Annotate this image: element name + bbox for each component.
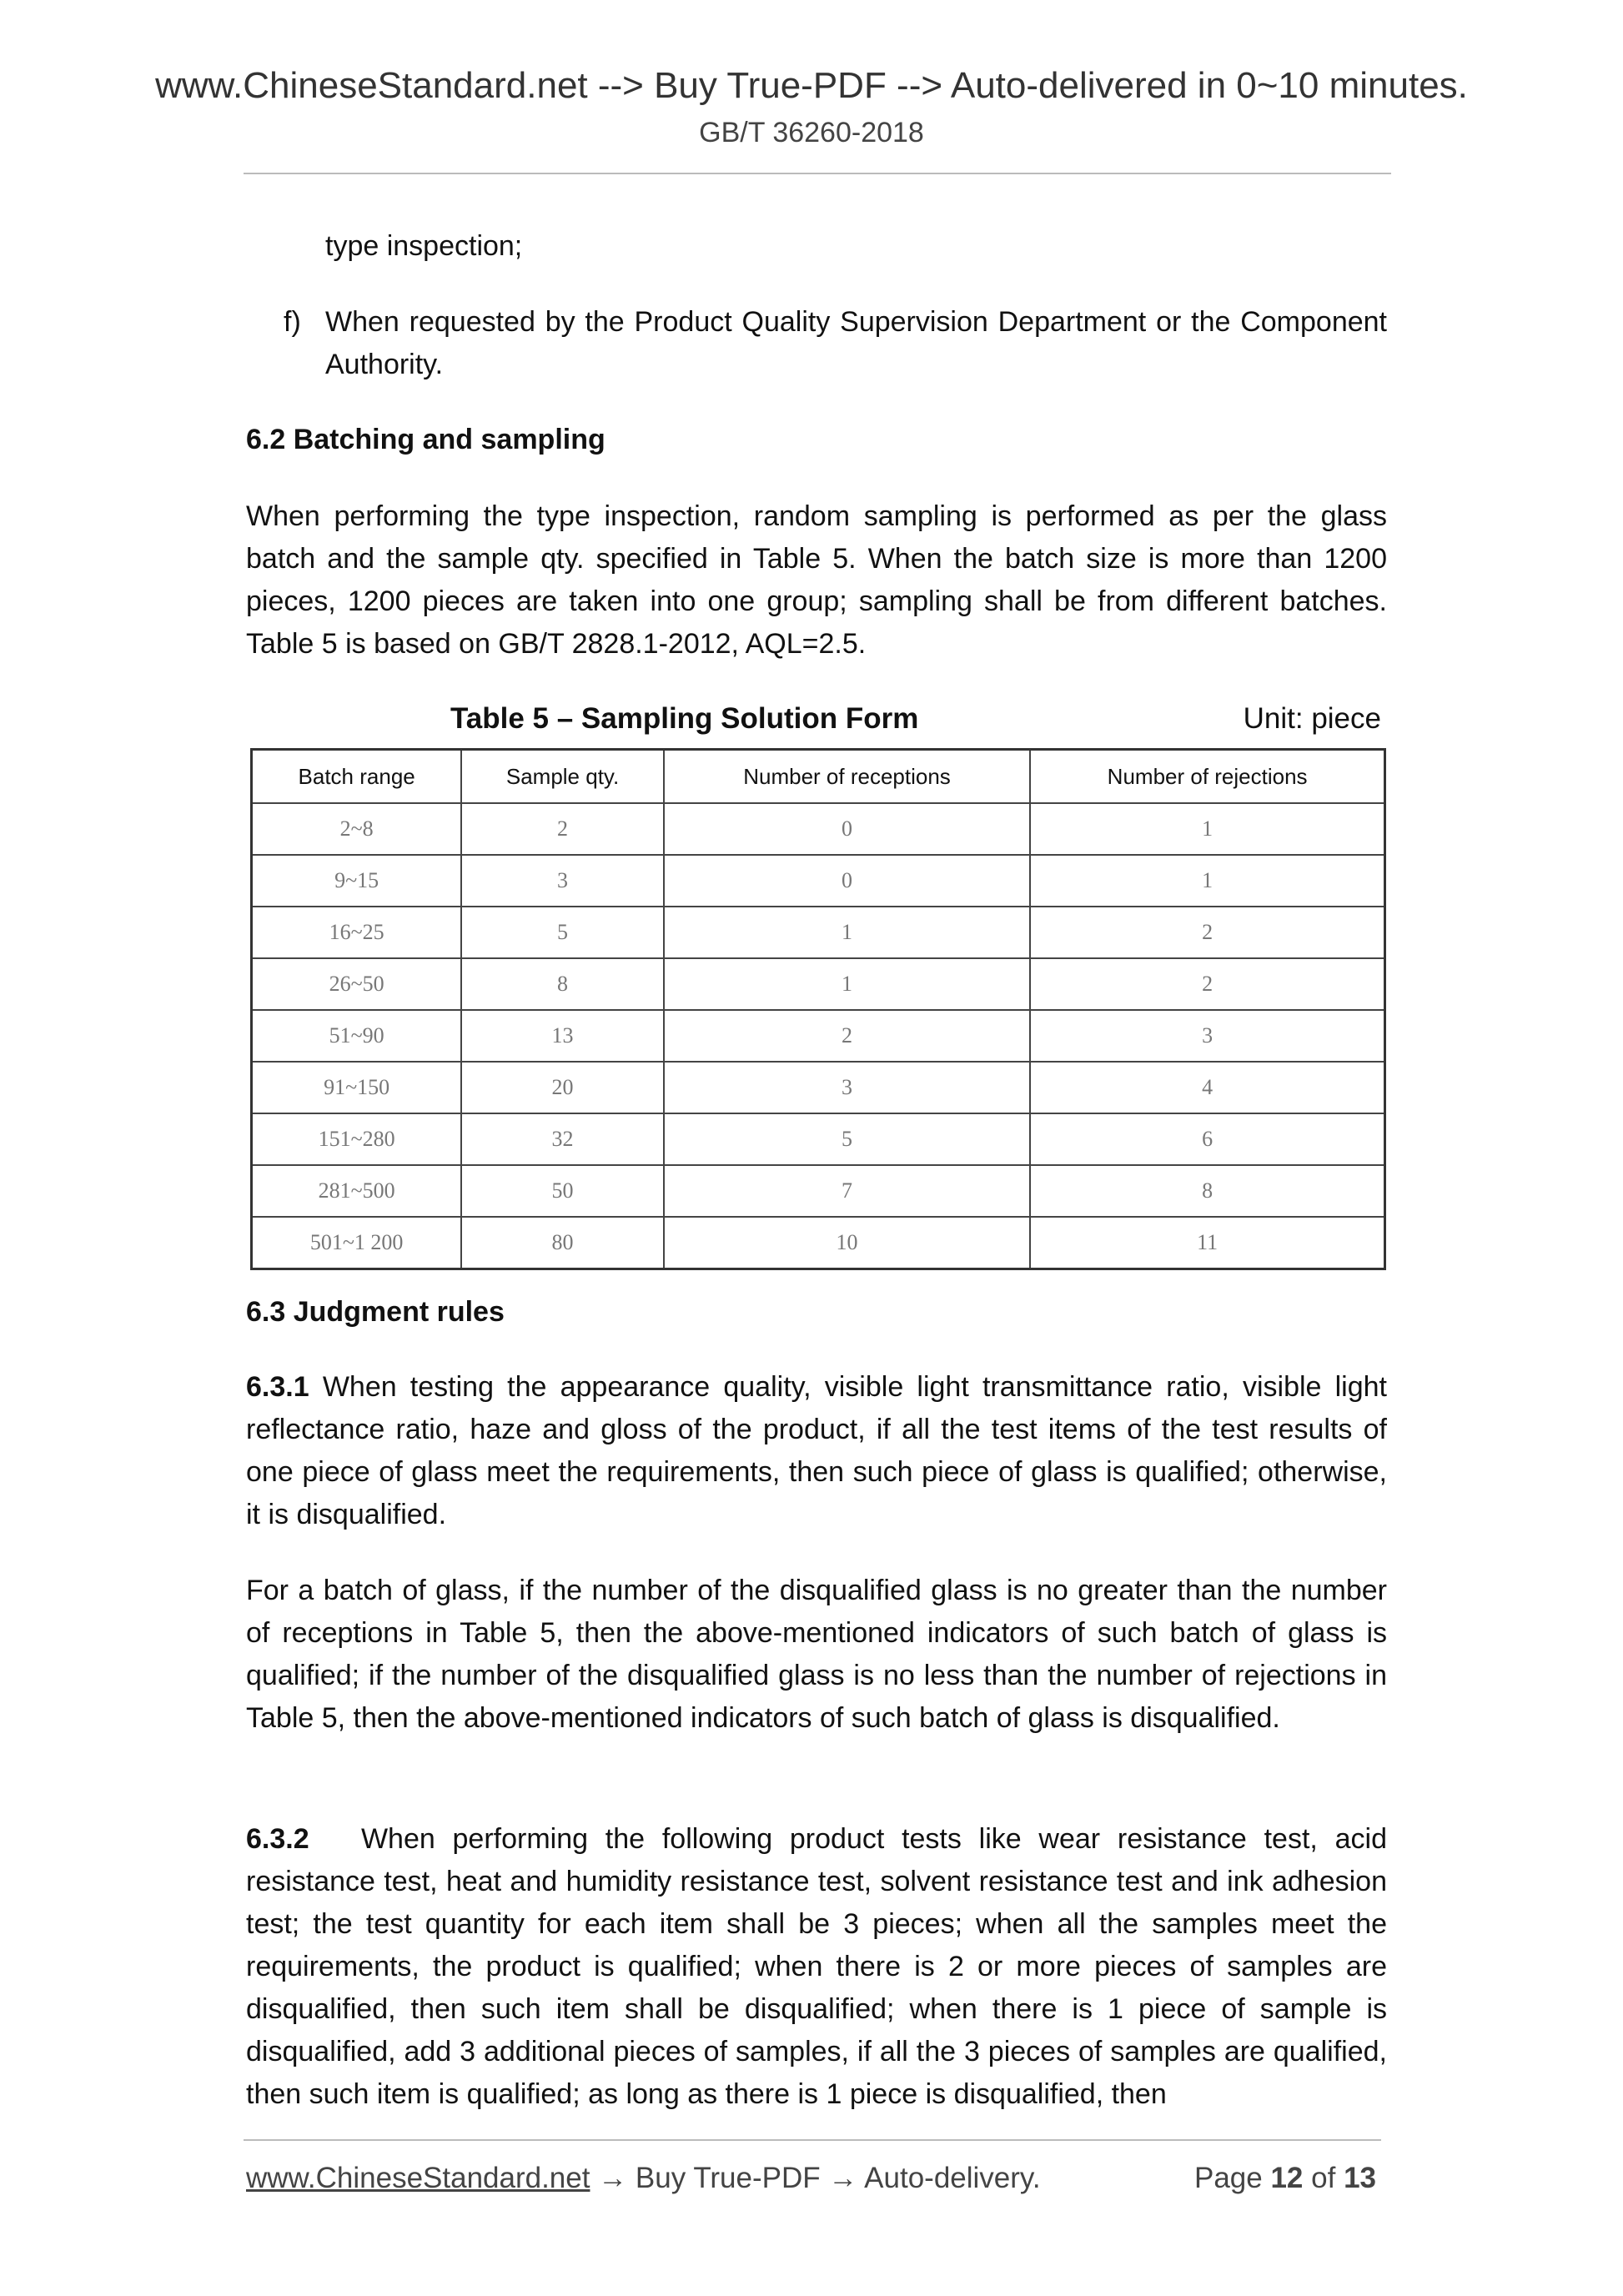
table-cell: 1 xyxy=(664,958,1030,1010)
page-label: Page xyxy=(1193,2162,1263,2194)
of-label: of xyxy=(1311,2162,1336,2194)
table-cell: 51~90 xyxy=(252,1010,462,1062)
current-page: 12 xyxy=(1270,2162,1304,2194)
table-cell: 2 xyxy=(461,803,663,855)
table-cell: 2~8 xyxy=(252,803,462,855)
table-row xyxy=(252,907,1385,958)
table-cell: 501~1 200 xyxy=(252,1217,462,1269)
table-cell: 0 xyxy=(664,855,1030,907)
table-cell: 9~15 xyxy=(252,855,462,907)
list-label-f: f) xyxy=(284,306,301,338)
header-divider xyxy=(244,173,1391,174)
paragraph-6-2: When performing the type inspection, random sampling is performed as per the glass batch and the sample qty. specified in Table 5. When the batch size is more than 1200 pieces, 1200 pieces are taken into one group; sampling shall be from different batches. Table 5 is based on GB/T 2828.1-2012, AQL=2.5. xyxy=(246,500,1387,660)
column-header: Number of rejections xyxy=(1030,750,1384,804)
table-row xyxy=(252,1165,1385,1217)
table-cell: 2 xyxy=(1030,958,1384,1010)
table-cell: 3 xyxy=(1030,1010,1384,1062)
table-row xyxy=(252,1113,1385,1165)
clause-text: When performing the following product tests like wear resistance test, acid resistance test, heat and humidity resistance test, solvent resistance test and ink adhesion test; the test quantity for each item shall be 3 pieces; when all the samples meet the requirements, the product is qualified; when there is 2 or more pieces of samples are disqualified, then such item shall be disqualified; when there is 1 piece of sample is disqualified, add 3 additional pieces of samples, if all the 3 pieces of samples are qualified, then such item is qualified; as long as there is 1 piece is disqualified, then xyxy=(246,1823,1388,2110)
table-cell: 10 xyxy=(664,1217,1030,1269)
column-header: Number of receptions xyxy=(664,750,1030,804)
table-unit: Unit: piece xyxy=(1243,702,1381,735)
table-cell: 13 xyxy=(461,1010,663,1062)
footer-link[interactable]: www.ChineseStandard.net xyxy=(246,2162,590,2194)
document-code: GB/T 36260-2018 xyxy=(699,117,924,148)
list-item-f: When requested by the Product Quality Supervision Department or the Component Authority. xyxy=(325,306,1387,380)
table-cell: 20 xyxy=(461,1062,663,1113)
table-cell: 26~50 xyxy=(252,958,462,1010)
table-cell: 3 xyxy=(664,1062,1030,1113)
paragraph-continuation: type inspection; xyxy=(325,230,523,262)
table-cell: 2 xyxy=(1030,907,1384,958)
table-row xyxy=(252,803,1385,855)
page-number xyxy=(1194,2162,1376,2195)
table-cell: 2 xyxy=(664,1010,1030,1062)
footer-rest: → Buy True-PDF → Auto-delivery. xyxy=(590,2162,1041,2194)
clause-number: 6.3.2 xyxy=(246,1823,309,1855)
table-cell: 151~280 xyxy=(252,1113,462,1165)
total-pages: 13 xyxy=(1344,2162,1376,2194)
footer-divider xyxy=(244,2139,1381,2141)
clause-text: When testing the appearance quality, visible light transmittance ratio, visible light reflectance ratio, haze and gloss of the product, if all the test items of the test results of one piece of glass meet the requirements, then such piece of glass is qualified; otherwise, it is disqualified. xyxy=(246,1371,1387,1530)
table-cell: 80 xyxy=(461,1217,663,1269)
paragraph-6-3-1 xyxy=(246,1366,1387,1536)
table-cell: 3 xyxy=(461,855,663,907)
table-cell: 8 xyxy=(1030,1165,1384,1217)
table-cell: 4 xyxy=(1030,1062,1384,1113)
table-row xyxy=(252,855,1385,907)
table-cell: 8 xyxy=(461,958,663,1010)
table-caption: Table 5 – Sampling Solution Form xyxy=(450,702,919,735)
paragraph-6-3-1-batch: For a batch of glass, if the number of the disqualified glass is no greater than the number of receptions in Table 5, then the above-mentioned indicators of such batch of glass is qualified; if the number of the disqualified glass is no less than the number of rejections in Table 5, then the above-mentioned indicators of such batch of glass is disqualified. xyxy=(246,1575,1387,1734)
table-row xyxy=(252,1217,1385,1269)
table-header-row xyxy=(252,750,1385,804)
section-heading-6-2: 6.2 Batching and sampling xyxy=(246,424,605,455)
clause-number: 6.3.1 xyxy=(246,1371,309,1403)
table-cell: 0 xyxy=(664,803,1030,855)
table-row xyxy=(252,958,1385,1010)
table-cell: 91~150 xyxy=(252,1062,462,1113)
sampling-table xyxy=(250,748,1386,1270)
table-cell: 281~500 xyxy=(252,1165,462,1217)
table-cell: 5 xyxy=(664,1113,1030,1165)
table-cell: 1 xyxy=(664,907,1030,958)
table-row xyxy=(252,1010,1385,1062)
footer-text xyxy=(246,2162,1041,2195)
paragraph-6-3-2 xyxy=(246,1818,1387,2116)
table-cell: 1 xyxy=(1030,855,1384,907)
table-cell: 5 xyxy=(461,907,663,958)
header-banner: www.ChineseStandard.net --> Buy True-PDF --> Auto-delivered in 0~10 minutes. xyxy=(155,65,1468,106)
table-cell: 7 xyxy=(664,1165,1030,1217)
table-cell: 50 xyxy=(461,1165,663,1217)
column-header: Sample qty. xyxy=(461,750,663,804)
table-cell: 1 xyxy=(1030,803,1384,855)
section-heading-6-3: 6.3 Judgment rules xyxy=(246,1296,505,1328)
table-cell: 32 xyxy=(461,1113,663,1165)
table-cell: 11 xyxy=(1030,1217,1384,1269)
column-header: Batch range xyxy=(252,750,462,804)
table-row xyxy=(252,1062,1385,1113)
table-cell: 16~25 xyxy=(252,907,462,958)
table-cell: 6 xyxy=(1030,1113,1384,1165)
